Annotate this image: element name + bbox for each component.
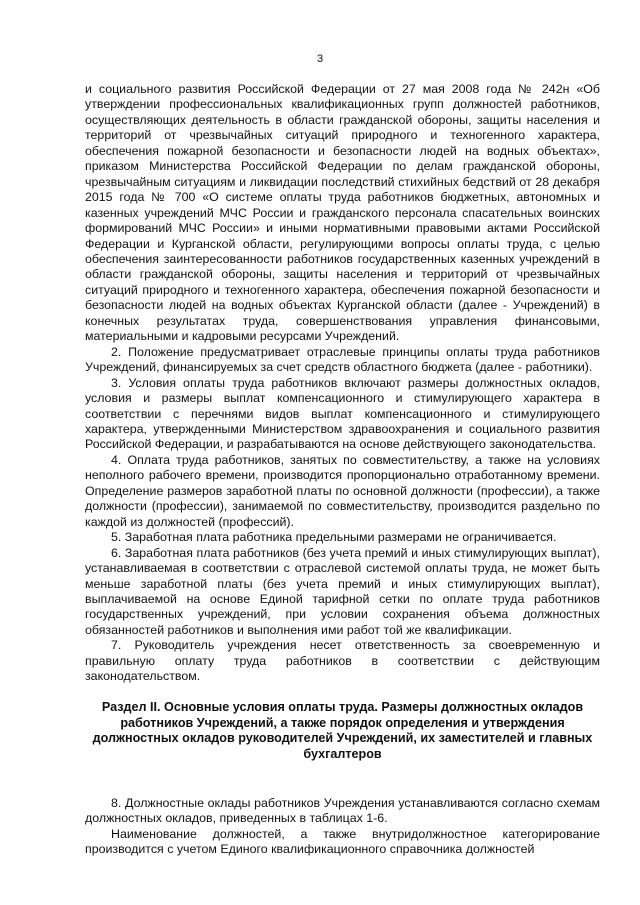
paragraph-2: 2. Положение предусматривает отраслевые принципы оплаты труда работников Учреждений, финансируемых за счет средств областного бюджета (далее - работники). — [85, 344, 600, 375]
section-body — [85, 796, 600, 858]
paragraph-3: 3. Условия оплаты труда работников включают размеры должностных окладов, условия и размеры выплат компенсационного и стимулирующего характера в соответствии с перечнями видов выплат компенсационного и стимулирующего характера, утвержденными Министерством здравоохранения и социального развития Российской Федерации, и разрабатываются на основе действующего законодательства. — [85, 375, 600, 452]
body-text — [85, 82, 600, 685]
paragraph-5: 5. Заработная плата работника предельными размерами не ограничивается. — [111, 530, 557, 545]
paragraph-4: 4. Оплата труда работников, занятых по совместительству, а также на условиях неполного рабочего времени, производится пропорционально отработанному времени. Определение размеров заработной платы по основной должности (профессии), а также должности (профессии), занимаемой по совместительству, производится раздельно по каждой из должностей (профессий). — [85, 452, 600, 529]
section-heading-line: бухгалтеров — [303, 746, 382, 761]
paragraph-continuation: и социального развития Российской Федерации от 27 мая 2008 года № 242н «Об утверждении профессиональных квалификационных групп должностей работников, осуществляющих деятельность в области гражданской обороны, защиты населения и территорий от чрезвычайных ситуаций природного и техногенного характера, обеспечения пожарной безопасности и безопасности людей на водных объектах», приказом Министерства Российской Федерации по делам гражданской обороны, чрезвычайным ситуациям и ликвидации последствий стихийных бедствий от 28 декабря 2015 года № 700 «О системе оплаты труда работников бюджетных, автономных и казенных учреждений МЧС России и гражданского персонала спасательных воинских формирований МЧС России» и иными нормативными правовыми актами Российской Федерации и Курганской области, регулирующими вопросы оплаты труда, с целью обеспечения заинтересованности работников государственных казенных учреждений в области гражданской обороны, защиты населения и территорий от чрезвычайных ситуаций природного и техногенного характера, обеспечения пожарной безопасности и безопасности людей на водных объектах Курганской области (далее - Учреждений) в конечных результатах труда, совершенствования управления финансовыми, материальными и кадровыми ресурсами Учреждений. — [85, 82, 600, 344]
page-number: 3 — [316, 53, 324, 65]
section-heading — [85, 700, 600, 762]
paragraph-8: 8. Должностные оклады работников Учреждения устанавливаются согласно схемам должностных окладов, приведенных в таблицах 1-6. — [85, 796, 600, 826]
paragraph-6: 6. Заработная плата работников (без учета премий и иных стимулирующих выплат), устанавливаемая в соответствии с отраслевой системой оплаты труда, не может быть меньше заработной платы (без учета премий и иных стимулирующих выплат), выплачиваемой на основе Единой тарифной сетки по оплате труда работников государственных учреждений, при условии сохранения объема должностных обязанностей работников и выполнения ими работ той же квалификации. — [85, 545, 600, 637]
section-heading-line: Раздел II. Основные условия оплаты труда. Размеры должностных окладов — [101, 700, 584, 714]
section-heading-line: должностных окладов руководителей Учреждений, их заместителей и главных — [92, 731, 593, 745]
paragraph-7: 7. Руководитель учреждения несет ответственность за своевременную и правильную оплату труда работников в соответствии с действующим законодательством. — [85, 638, 600, 684]
paragraph-9: Наименование должностей, а также внутридолжностное категорирование производится с учетом Единого квалификационного справочника должностей — [85, 826, 600, 857]
section-heading-line: работников Учреждений, а также порядок определения и утверждения — [120, 715, 565, 730]
